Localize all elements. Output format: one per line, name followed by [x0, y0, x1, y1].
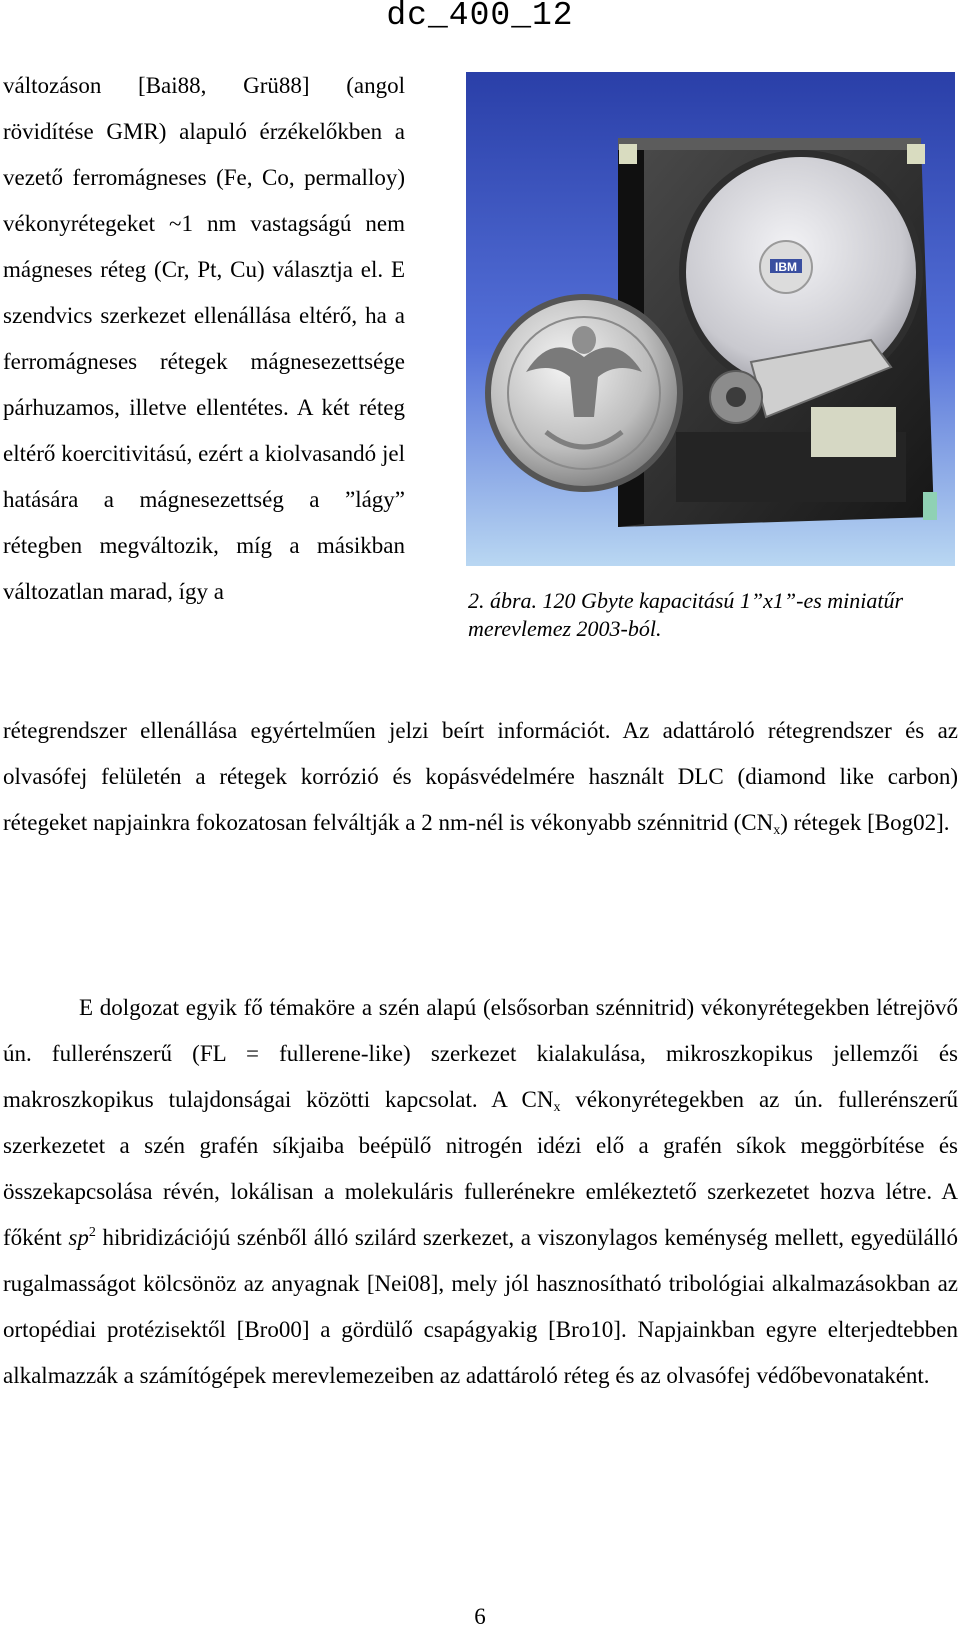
- quarter-coin: [485, 294, 683, 492]
- superscript: 2: [88, 1225, 96, 1240]
- left-column-text: változáson [Bai88, Grü88] (angol rövidítése GMR) alapuló érzékelőkben a vezető ferromágneses (Fe, Co, permalloy) vékonyrétegeket ~1 nm vastagságú nem mágneses réteg (Cr, Pt, Cu) választja el. E szendvics szerkezet ellenállása eltérő, ha a ferromágneses rétegek mágnesezettsége párhuzamos, illetve ellentétes. A két réteg eltérő koercitivitású, ezért a kiolvasandó jel hatására a mágnesezettség a ”lágy” rétegben megváltozik, míg a másikban változatlan marad, így a: [3, 73, 405, 604]
- paragraph-dlc-layers: [3, 708, 958, 846]
- paragraph-text: rétegrendszer ellenállása egyértelműen jelzi beírt információt. Az adattároló rétegrendszer és az olvasófej felületén a rétegek korrózió és kopásvédelmére használt DLC (diamond like carbon) rétegeket napjainkra fokozatosan felváltják a 2 nm-nél is vékonyabb szénnitrid (CN: [3, 718, 958, 835]
- paragraph-text: E dolgozat egyik fő témaköre a szén alapú (elsősorban szénnitrid) vékonyrétegekben létrejövő ún. fullerénszerű (FL = fullerene-like) szerkezet kialakulása, mikroszkopikus jellemzői és makroszkopikus tulajdonságai közötti kapcsolat. A CN: [3, 995, 958, 1112]
- italic-term: sp: [68, 1225, 89, 1250]
- paragraph-text: vékonyrétegekben az ún. fullerénszerű szerkezetet a szén grafén síkjaiba beépülő nitrogén idézi elő a grafén síkok meggörbítése és összekapcsolása révén, lokálisan a molekuláris fullerénekre emlékeztető szerkezetet hozva létre. A főként: [3, 1087, 958, 1250]
- page-number: 6: [474, 1604, 486, 1629]
- paragraph-fullerene-structure: [3, 985, 958, 1399]
- figure-caption: 2. ábra. 120 Gbyte kapacitású 1”x1”-es miniatűr merevlemez 2003-ból.: [468, 588, 904, 641]
- subscript: x: [773, 823, 781, 838]
- drive-body: [618, 138, 937, 527]
- hard-drive-photo: [466, 72, 955, 566]
- document-header-id: dc_400_12: [386, 0, 574, 34]
- ibm-logo: IBM: [775, 260, 797, 274]
- paragraph-text: ) rétegek [Bog02].: [780, 810, 950, 835]
- subscript: x: [553, 1100, 561, 1115]
- paragraph-text: hibridizációjú szénből álló szilárd szerkezet, a viszonylagos keménység mellett, egyedülálló rugalmasságot kölcsönöz az anyagnak [Nei08], mely jól hasznosítható tribológiai alkalmazásokban az ortopédiai protézisektől [Bro00] a gördülő csapágyakig [Bro10]. Napjainkban egyre elterjedtebben alkalmazzák a számítógépek merevlemezeiben az adattároló réteg és az olvasófej védőbevonataként.: [3, 1225, 958, 1388]
